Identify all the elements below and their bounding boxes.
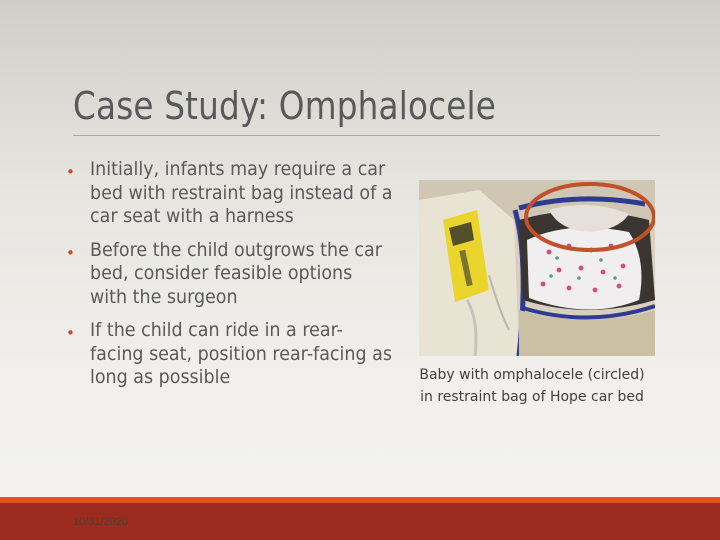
bullet-item [66, 239, 386, 310]
photo-caption-line: in restraint bag of Hope car bed [420, 389, 644, 405]
title-divider [73, 135, 660, 136]
photo-caption-line: Baby with omphalocele (circled) [419, 367, 645, 383]
bullet-text: If the child can ride in a rear-facing seat, position rear-facing as long as possible [90, 319, 392, 388]
car-bed-photo-image [419, 180, 655, 356]
bullet-icon: • [66, 163, 75, 181]
photo-caption [408, 364, 656, 408]
bullet-text: Initially, infants may require a car bed with restraint bag instead of a car seat with a harness [90, 158, 393, 227]
bullet-icon: • [66, 243, 75, 262]
bullet-icon: • [66, 324, 75, 342]
car-bed-photo [419, 180, 655, 356]
slide-date: 10/31/2020 [73, 516, 129, 528]
slide-title: Case Study: Omphalocele [73, 84, 497, 128]
bullet-item [66, 319, 392, 390]
bullet-item [66, 158, 393, 229]
bullet-list [66, 158, 393, 400]
bullet-text: Before the child outgrows the car bed, consider feasible options with the surgeon [90, 238, 382, 308]
